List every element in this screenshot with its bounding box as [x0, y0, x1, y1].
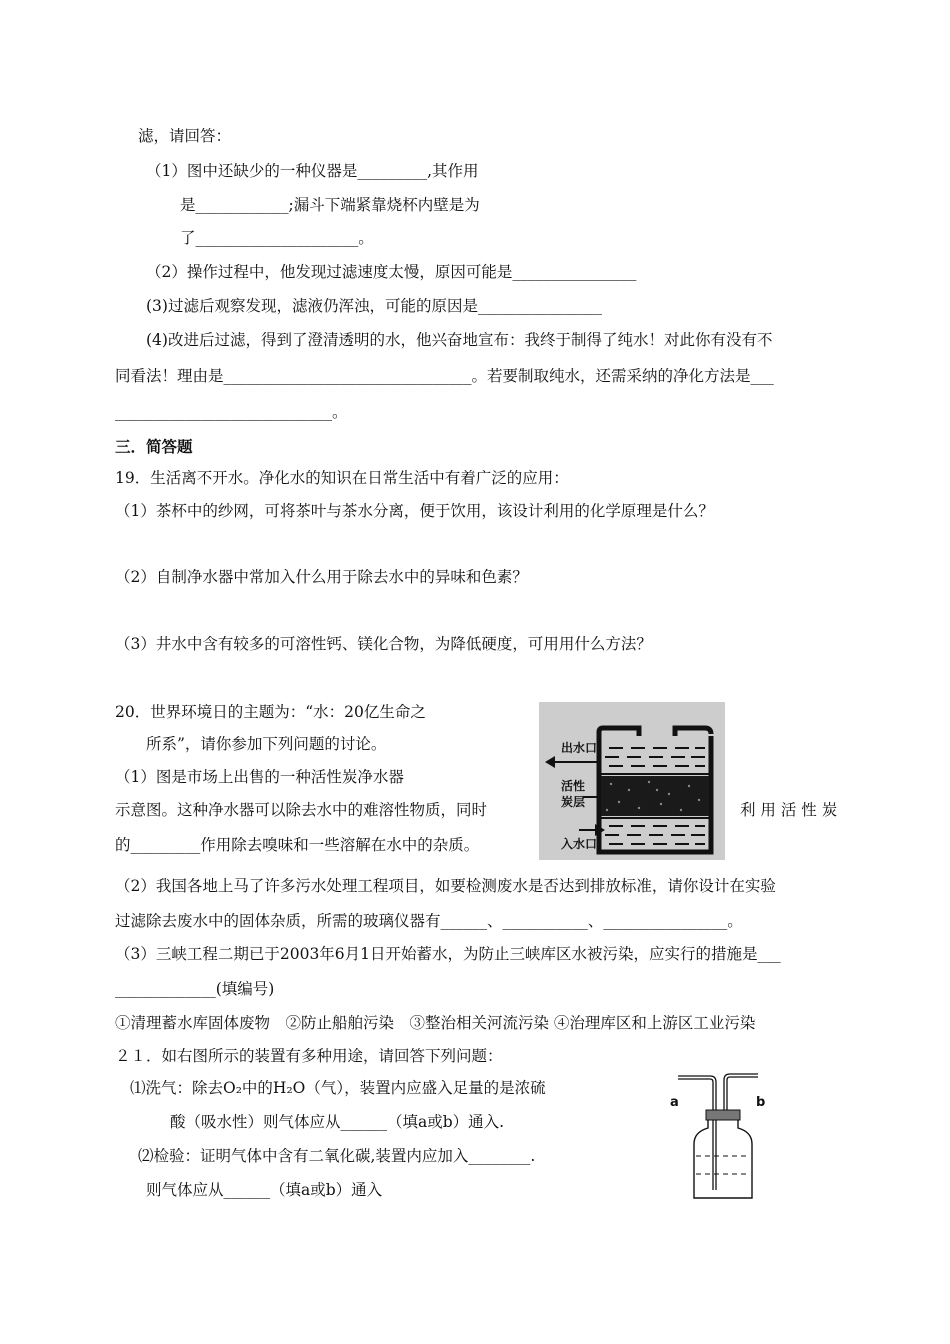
q20-part1-line3: 的_________作用除去嗅味和一些溶解在水中的杂质。: [115, 836, 480, 854]
section-title: 三．简答题: [115, 438, 193, 456]
q21-part2-line1: ⑵检验：证明气体中含有二氧化碳,装置内应加入________.: [138, 1147, 536, 1165]
q20-part1-line2: 示意图。这种净水器可以除去水中的难溶性物质，同时: [115, 801, 488, 819]
label-outlet: 出水口: [561, 741, 598, 755]
q20-part2-line2: 过滤除去废水中的固体杂质，所需的玻璃仪器有______、___________、________________。: [115, 912, 743, 930]
q20-options: ①清理蓄水库固体废物 ②防止船舶污染 ③整治相关河流污染 ④治理库区和上游区工业污染: [115, 1014, 756, 1032]
q18-part1-line1: （1）图中还缺少的一种仪器是_________,其作用: [146, 162, 479, 180]
q18-intro: 滤，请回答：: [138, 127, 232, 145]
q18-part2: （2）操作过程中，他发现过滤速度太慢，原因可能是________________: [146, 263, 637, 281]
q18-part4-line2: 同看法！理由是________________________________。若要制取纯水，还需采纳的净化方法是___: [115, 367, 774, 385]
q20-part1-line2-right: 利 用 活 性 炭: [740, 801, 838, 819]
q18-part1-line2: 是____________;漏斗下端紧靠烧杯内壁是为: [180, 196, 480, 214]
q21-part1-line2: 酸（吸水性）则气体应从______（填a或b）通入.: [170, 1113, 505, 1131]
water-purifier-figure: [539, 702, 725, 860]
q18-part1-line3: 了_____________________。: [180, 229, 374, 247]
q21-stem: ２１．如右图所示的装置有多种用途，请回答下列问题：: [115, 1047, 503, 1065]
q20-stem-line1: 20．世界环境日的主题为：“水：20亿生命之: [115, 703, 426, 721]
label-a: a: [670, 1095, 679, 1110]
q21-part2-line2: 则气体应从______（填a或b）通入: [146, 1181, 383, 1199]
q20-part2-line1: （2）我国各地上马了许多污水处理工程项目，如要检测废水是否达到排放标准，请你设计在实验: [115, 877, 776, 895]
water-purifier-diagram: [539, 702, 725, 860]
q20-part1-line1: （1）图是市场上出售的一种活性炭净水器: [115, 768, 404, 786]
label-inlet: 入水口: [561, 837, 598, 851]
q20-part3-line1: （3）三峡工程二期已于2003年6月1日开始蓄水，为防止三峡库区水被污染，应实行的措施是___: [115, 945, 781, 963]
q19-part1: （1）茶杯中的纱网，可将茶叶与茶水分离，便于饮用，该设计利用的化学原理是什么？: [115, 502, 714, 520]
q19-part3: （3）井水中含有较多的可溶性钙、镁化合物，为降低硬度，可用用什么方法？: [115, 635, 652, 653]
gas-bottle-diagram: [660, 1070, 780, 1204]
q18-part3: (3)过滤后观察发现，滤液仍浑浊，可能的原因是________________: [146, 297, 602, 315]
q21-part1-line1: ⑴洗气：除去O₂中的H₂O（气），装置内应盛入足量的是浓硫: [130, 1079, 546, 1097]
q20-part3-line2: _____________(填编号): [115, 980, 275, 998]
gas-bottle-figure: [660, 1070, 780, 1204]
q18-part4-line1: (4)改进后过滤，得到了澄清透明的水，他兴奋地宣布：我终于制得了纯水！对此你有没有不: [146, 331, 773, 349]
q20-stem-line2: 所系”，请你参加下列问题的讨论。: [146, 735, 387, 753]
label-carbon-1: 活性: [561, 779, 586, 793]
label-b: b: [756, 1095, 766, 1110]
q19-stem: 19．生活离不开水。净化水的知识在日常生活中有着广泛的应用：: [115, 469, 569, 487]
q19-part2: （2）自制净水器中常加入什么用于除去水中的异味和色素？: [115, 568, 528, 586]
label-carbon-2: 炭层: [561, 795, 586, 809]
q18-part4-line3: ____________________________。: [115, 403, 348, 421]
